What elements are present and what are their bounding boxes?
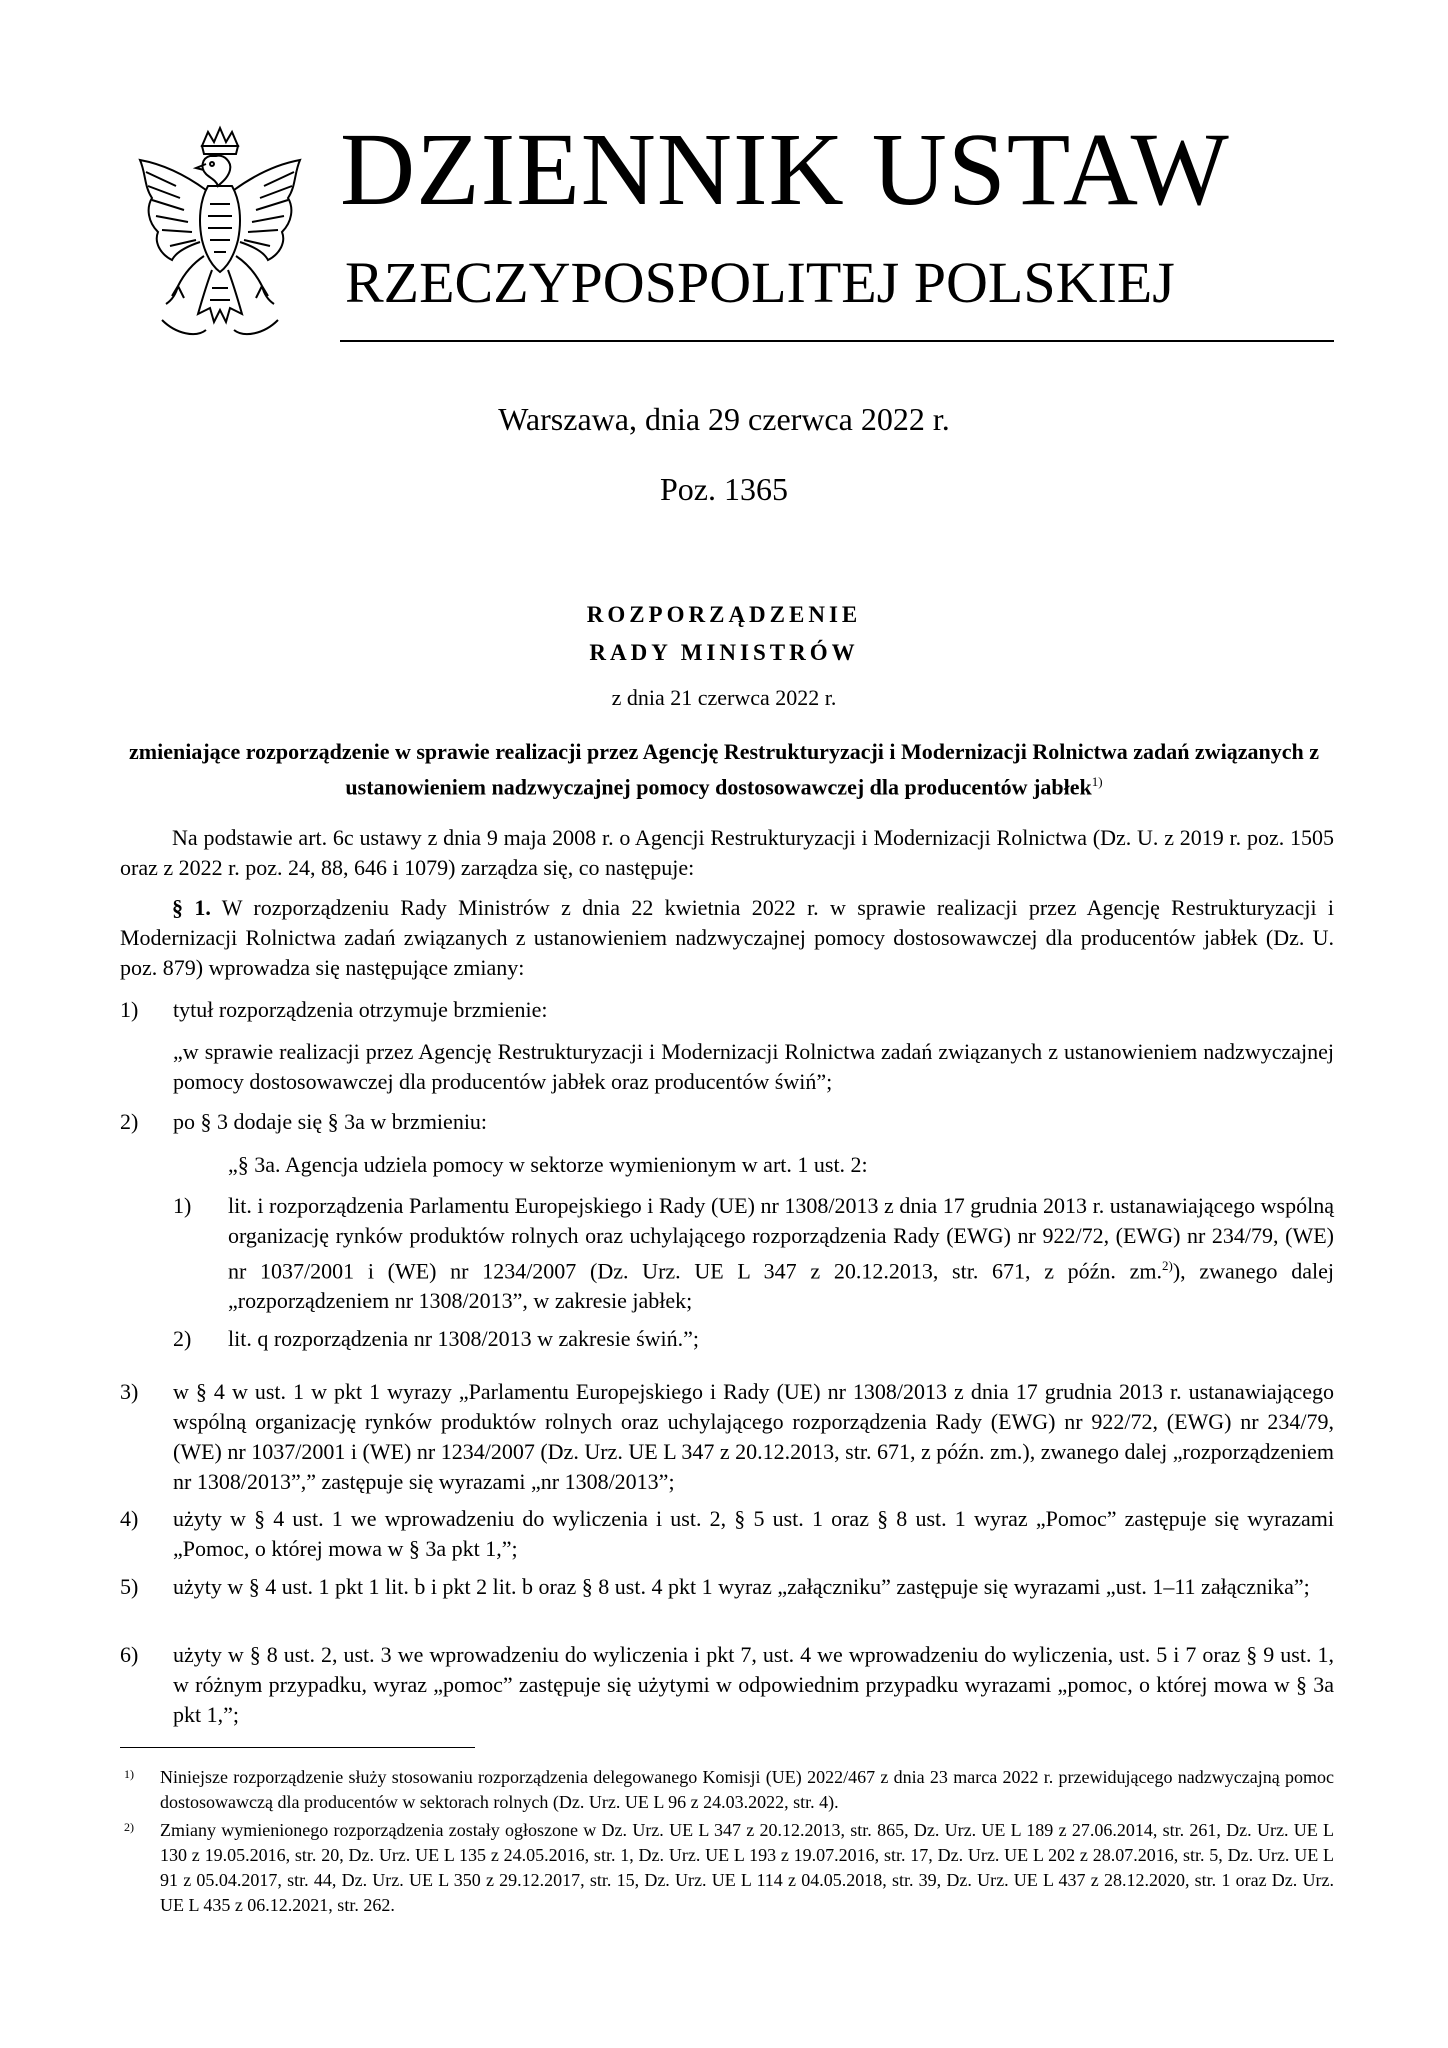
section-1-label: § 1. [172,895,211,920]
footnote-1-mark: 1) [124,1767,134,1781]
item-2-subitem-1-number: 1) [173,1193,192,1218]
section-1 [120,893,1334,983]
item-1-text: tytuł rozporządzenia otrzymuje brzmienie: [173,997,548,1022]
footnote-divider [120,1747,475,1748]
item-2-subitem-2-text: lit. q rozporządzenia nr 1308/2013 w zakresie świń.”; [228,1326,700,1351]
section-1-text: W rozporządzeniu Rady Ministrów z dnia 22 kwietnia 2022 r. w sprawie realizacji przez Agencję Restrukturyzacji i Modernizacji Rolnictwa zadań związanych z ustanowieniem nadzwyczajnej pomocy dostosowawczej dla producentów jabłek (Dz. U. poz. 879) wprowadza się następujące zmiany: [120,895,1335,980]
item-4-text: użyty w § 4 ust. 1 we wprowadzeniu do wyliczenia i ust. 2, § 5 ust. 1 oraz § 8 ust. 1 wyraz „Pomoc” zastępuje się wyrazami „Pomoc, o której mowa w § 3a pkt 1,”; [173,1506,1334,1561]
eagle-emblem-icon [132,124,308,346]
subitem-1-text-part: lit. i rozporządzenia Parlamentu Europejskiego i Rady (UE) nr 1308/2013 z dnia 17 grudnia 2013 r. ustanawiającego wspólną organizację rynków produktów rolnych oraz uchylającego rozporządzenia Rady (EWG) nr 922/72, (EWG) nr 234/79, (WE) nr 1037/2001 i (WE) nr 1234/2007 (Dz. Urz. UE L 347 z 20.12.2013, str. 671, z późn. zm. [228,1193,1334,1284]
header-divider [340,340,1334,342]
position-number: Poz. 1365 [660,471,788,507]
item-1-number: 1) [120,997,139,1022]
item-5-text: użyty w § 4 ust. 1 pkt 1 lit. b i pkt 2 lit. b oraz § 8 ust. 4 pkt 1 wyraz „załączniku” zastępuje się wyrazami „ust. 1–11 załącznika”; [173,1574,1310,1599]
footnote-2-mark: 2) [124,1820,134,1834]
journal-subtitle: RZECZYPOSPOLITEJ POLSKIEJ [345,250,1175,315]
act-type: ROZPORZĄDZENIE [586,602,862,627]
footnote-ref-2: 2) [1162,1258,1173,1273]
item-5-number: 5) [120,1574,139,1599]
item-4-number: 4) [120,1506,139,1531]
item-1-quote: „w sprawie realizacji przez Agencję Restrukturyzacji i Modernizacji Rolnictwa zadań związanych z ustanowieniem nadzwyczajnej pomocy dostosowawczej dla producentów jabłek oraz producentów świń”; [173,1039,1334,1094]
act-subject-text: zmieniające rozporządzenie w sprawie realizacji przez Agencję Restrukturyzacji i Modernizacji Rolnictwa zadań związanych z ustanowieniem nadzwyczajnej pomocy dostosowawczej dla producentów jabłek [129,739,1319,800]
subitem-1-text-tail: ), zwanego dalej „rozporządzeniem nr 1308/2013”, w zakresie jabłek; [228,1258,1334,1314]
act-issuer: RADY MINISTRÓW [589,640,859,665]
publication-date: Warszawa, dnia 29 czerwca 2022 r. [498,401,950,437]
item-2-text: po § 3 dodaje się § 3a w brzmieniu: [173,1109,488,1134]
footnote-ref-1: 1) [1091,774,1103,789]
act-date: z dnia 21 czerwca 2022 r. [611,685,837,710]
item-3-number: 3) [120,1379,139,1404]
footnote-2-text: Zmiany wymienionego rozporządzenia zostały ogłoszone w Dz. Urz. UE L 347 z 20.12.2013, str. 865, Dz. Urz. UE L 189 z 27.06.2014, str. 261, Dz. Urz. UE L 130 z 19.05.2016, str. 20, Dz. Urz. UE L 135 z 24.05.2016, str. 1, Dz. Urz. UE L 193 z 19.07.2016, str. 17, Dz. Urz. UE L 202 z 28.07.2016, str. 5, Dz. Urz. UE L 91 z 05.04.2017, str. 44, Dz. Urz. UE L 350 z 29.12.2017, str. 15, Dz. Urz. UE L 114 z 04.05.2018, str. 39, Dz. Urz. UE L 437 z 28.12.2020, str. 1 oraz Dz. Urz. UE L 435 z 06.12.2021, str. 262. [160,1820,1334,1915]
preamble: Na podstawie art. 6c ustawy z dnia 9 maja 2008 r. o Agencji Restrukturyzacji i Modernizacji Rolnictwa (Dz. U. z 2019 r. poz. 1505 oraz z 2022 r. poz. 24, 88, 646 i 1079) zarządza się, co następuje: [120,825,1334,880]
item-2-subitem-2-number: 2) [173,1326,192,1351]
act-subject [120,737,1328,802]
journal-title: DZIENNIK USTAW [340,112,1230,227]
item-2-subitem-1-text [228,1191,1334,1316]
item-2-number: 2) [120,1109,139,1134]
footnote-1-text: Niniejsze rozporządzenie służy stosowaniu rozporządzenia delegowanego Komisji (UE) 2022/467 z dnia 23 marca 2022 r. przewidującego nadzwyczajną pomoc dostosowawczą dla producentów w sektorach rolnych (Dz. Urz. UE L 96 z 24.03.2022, str. 4). [160,1767,1334,1812]
item-2-quote: „§ 3a. Agencja udziela pomocy w sektorze wymienionym w art. 1 ust. 2: [228,1152,868,1177]
item-6-text: użyty w § 8 ust. 2, ust. 3 we wprowadzeniu do wyliczenia i pkt 7, ust. 4 we wprowadzeniu do wyliczenia, ust. 5 i 7 oraz § 9 ust. 1, w różnym przypadku, wyraz „pomoc” zastępuje się użytymi w odpowiednim przypadku wyrazami „pomoc, o której mowa w § 3a pkt 1,”; [173,1642,1334,1727]
item-3-text: w § 4 w ust. 1 w pkt 1 wyrazy „Parlamentu Europejskiego i Rady (UE) nr 1308/2013 z dnia 17 grudnia 2013 r. ustanawiającego wspólną organizację rynków produktów rolnych oraz uchylającego rozporządzenia Rady (EWG) nr 922/72, (EWG) nr 234/79, (WE) nr 1037/2001 i (WE) nr 1234/2007 (Dz. Urz. UE L 347 z 20.12.2013, str. 671, z późn. zm.), zwanego dalej „rozporządzeniem nr 1308/2013”,” zastępuje się wyrazami „nr 1308/2013”; [173,1379,1334,1494]
item-6-number: 6) [120,1642,139,1667]
